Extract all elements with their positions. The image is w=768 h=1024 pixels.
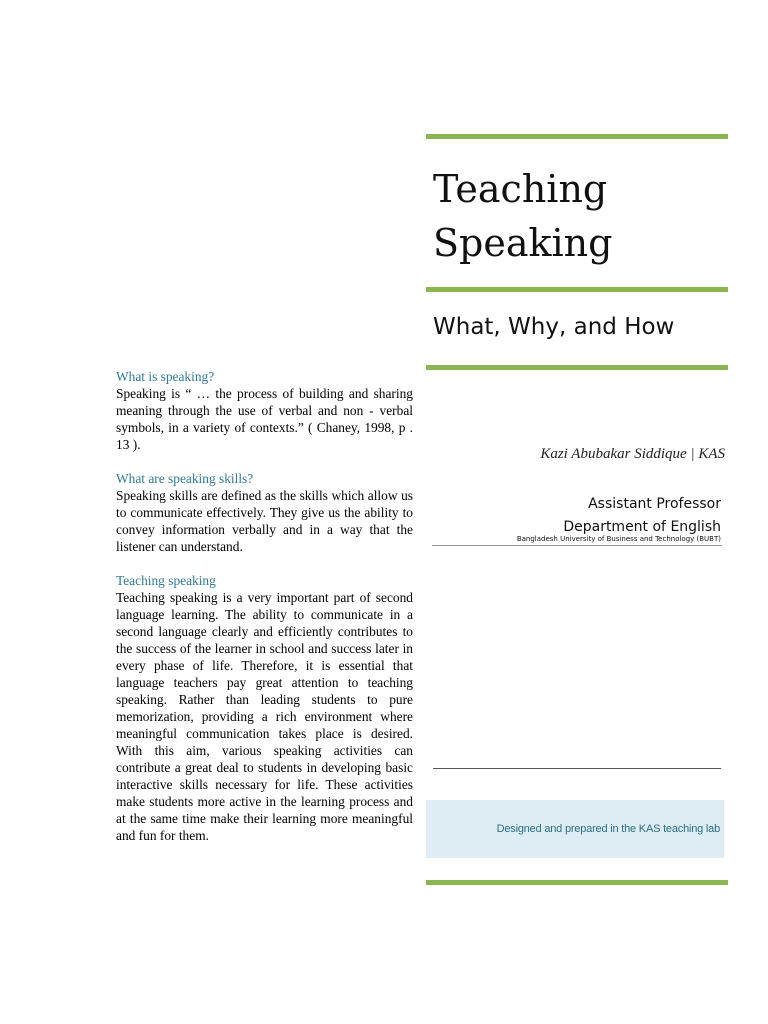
document-title bbox=[433, 162, 728, 270]
author-position: Assistant Professor bbox=[588, 496, 721, 512]
top-green-rule bbox=[426, 134, 728, 139]
section-body: Speaking skills are defined as the skills which allow us to communicate effectively. They give us the ability to convey information verbally and in a way that the listener can understand. bbox=[116, 488, 413, 554]
author-university: Bangladesh University of Business and Technology (BUBT) bbox=[516, 535, 721, 543]
author-name: Kazi Abubakar Siddique | KAS bbox=[540, 446, 725, 462]
section-what-is-speaking bbox=[116, 368, 413, 453]
section-teaching-speaking bbox=[116, 572, 413, 844]
blank-rule bbox=[433, 768, 721, 769]
section-heading: Teaching speaking bbox=[116, 573, 216, 588]
title-line-2: Speaking bbox=[433, 221, 613, 265]
lab-note-box bbox=[426, 800, 724, 858]
section-body: Teaching speaking is a very important part of second language learning. The ability to communicate in a second language clearly and efficiently contributes to the success of the learner in school and success later in every phase of life. Therefore, it is essential that language teachers pay great attention to teaching speaking. Rather than leading students to pure memorization, providing a rich environment where meaningful communication takes place is desired. With this aim, various speaking activities can contribute a great deal to students in developing basic interactive skills necessary for life. These activities make students more active in the learning process and at the same time make their learning more meaningful and fun for them. bbox=[116, 590, 413, 843]
section-heading: What are speaking skills? bbox=[116, 471, 254, 486]
middle-green-rule bbox=[426, 287, 728, 292]
title-line-1: Teaching bbox=[433, 167, 608, 211]
lower-green-rule bbox=[426, 365, 728, 370]
author-department: Department of English bbox=[563, 519, 721, 535]
section-body: Speaking is “ … the process of building and sharing meaning through the use of verbal and non - verbal symbols, in a variety of contexts.” ( Chaney, 1998, p . 13 ). bbox=[116, 386, 413, 452]
bottom-green-rule bbox=[426, 880, 728, 885]
university-underline bbox=[432, 545, 722, 546]
section-heading: What is speaking? bbox=[116, 369, 215, 384]
content-column bbox=[116, 368, 413, 861]
section-speaking-skills bbox=[116, 470, 413, 555]
document-subtitle: What, Why, and How bbox=[433, 314, 675, 340]
author-affiliation bbox=[433, 493, 721, 539]
lab-note-text: Designed and prepared in the KAS teaching lab bbox=[496, 823, 720, 835]
